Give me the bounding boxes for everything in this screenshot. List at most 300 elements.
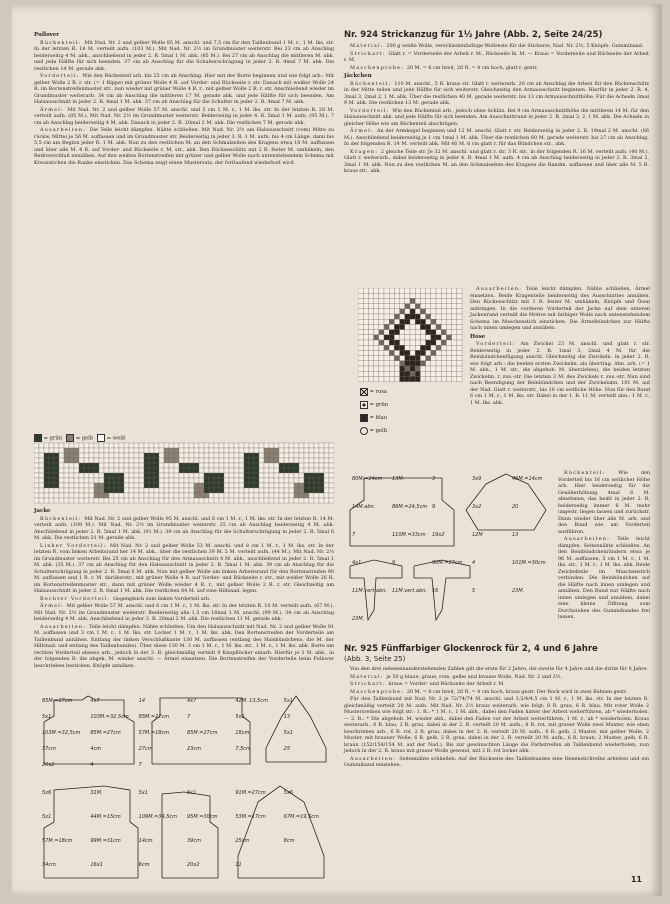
motif-cell [441, 330, 446, 335]
hose-rueckenteil [558, 470, 650, 535]
chart-cell [239, 493, 244, 498]
motif-cell [389, 288, 394, 293]
motif-cell [405, 376, 410, 381]
diagram-label: 67M.=19,5cm [283, 814, 319, 820]
motif-cell [400, 340, 405, 345]
chart-cell [64, 468, 69, 473]
hose-rueckenteil-lead: Rückenteil: [564, 470, 606, 476]
chart-cell [149, 463, 154, 468]
chart-cell [204, 468, 209, 473]
chart-cell [224, 468, 229, 473]
motif-cell [405, 314, 410, 319]
chart-cell [319, 448, 324, 453]
title-nr924: Nr. 924 Strickanzug für 1½ Jahre (Abb. 2, Seite 24/25) [344, 30, 603, 40]
chart-cell [144, 443, 149, 448]
chart-cell [109, 453, 114, 458]
motif-cell [457, 335, 462, 340]
nr925-para-text: kraus = Vorder- und Rückseite der Arbeit r. M. [388, 681, 505, 687]
motif-cell [441, 304, 446, 309]
chart-cell [34, 493, 39, 498]
pullover-para-text: Wie den Rückenteil arb. bis 25 cm ab Anschlag. Hier mit der Borte beginnen und wie folgt arb.: Mit gelber Wolle 2 R. r. str. (= 1 Rippe) mit grüner Wolle 4 R. auf Vorder- und Rückseite r. str. Danach mit weißer Wolle 24 R. im Bortenstreifenmuster str., nun wieder mit grüner Wolle 4 R. r., mit gelber Wolle 2 R. r. str. Anschließend wieder im Grundmuster weiterarb. 34 cm ab Anschlag die mittleren 17 M. gerade abk. und jede Hälfte für sich beenden. Am Halsausschnitt in jeder 2. R. 4mal 1 M. abk. 37 cm ab Anschlag für die Schulter in jeder 2. R. 4mal 7 M. abk. [34, 73, 334, 105]
chart-cell [74, 448, 79, 453]
chart-cell [159, 443, 164, 448]
chart-cell [44, 488, 49, 493]
chart-cell [39, 478, 44, 483]
chart-cell [154, 458, 159, 463]
motif-cell [431, 319, 436, 324]
motif-cell [446, 356, 451, 361]
chart-cell [279, 463, 284, 468]
motif-cell [379, 309, 384, 314]
motif-cell [379, 298, 384, 303]
motif-cell [431, 361, 436, 366]
chart-cell [289, 468, 294, 473]
motif-cell [426, 309, 431, 314]
motif-cell [389, 366, 394, 371]
chart-cell [169, 458, 174, 463]
nr925-para-text: Für den Taillenbund mit Nad. Nr. 2 je 72/74/74 M. anschl. und 3,5/4/4,5 cm 1 M. r., 1 M. lks. str. In der letzten R. gleichmäßig verteilt 20 M. aufn. Mit Nad. Nr. 2½ kraus weiterarb. wie folgt: 8 R. grau, 6 R. blau. Mit roter Wolle 2 Mustersreihen wie folgt str.: 1. R.: * 1 M. r., 1 M. abh., dabei den Faden hinter der Arbeit weiterführen, ab * wiederholen. — 2. R.: * Die abgehob. M. wieder abh., dabei den Faden vor der Arbeit weiterführen, 1 M. r., ab * wiederholen. Kraus weiterarb., 6 R. blau, 2 R. grau, dabei in der 2. R. verteilt 20 M. aufn.; 8 R. rot, mit grauer Wolle zwei Muster, wie oben beschrieben arb., 6 R. rot, 2 R. grau, dabei in der 2. R. verteilt 20 M. aufn., 6 R. gelb, 2 Muster, mit gelber Wolle, 2 Muster, mit brauner Wolle, 6 R. gelb, 2 R. grau, dabei in der 2. R. verteilt 20 M. aufn., 6 R. braun, 2 Muster, gelb, 6 R. braun (152/154/154 M. auf der Nad.). Bis zur gewünschten Länge die Farbstreifen ab Taillenbund wiederholen, nun jedoch in der 2. R. kraus mit grauer Wolle gewend, mit 2 R. rot locker abk. [344, 696, 649, 754]
chart-cell [284, 478, 289, 483]
subtitle-nr925: (Abb. 3, Seite 25) [344, 655, 406, 663]
chart-cell [174, 468, 179, 473]
chart-cell [169, 443, 174, 448]
chart-cell [254, 483, 259, 488]
motif-cell [389, 350, 394, 355]
chart-cell [304, 463, 309, 468]
pullover-heading: Pullover [34, 32, 60, 38]
motif-cell [457, 298, 462, 303]
chart-cell [184, 458, 189, 463]
chart-cell [194, 443, 199, 448]
chart-cell [264, 448, 269, 453]
chart-cell [224, 473, 229, 478]
chart-cell [239, 468, 244, 473]
chart-cell [214, 488, 219, 493]
chart-cell [284, 443, 289, 448]
motif-cell [394, 356, 399, 361]
pullover-instructions [34, 40, 334, 167]
chart-cell [319, 498, 324, 503]
nr925-para [344, 681, 649, 688]
chart-cell [164, 498, 169, 503]
chart-cell [204, 493, 209, 498]
motif-cell [452, 324, 457, 329]
chart-cell [294, 453, 299, 458]
chart-cell [319, 488, 324, 493]
motif-cell [358, 330, 363, 335]
diagram-label: 85M.=27cm [138, 714, 170, 720]
chart-cell [34, 453, 39, 458]
chart-cell [199, 493, 204, 498]
chart-cell [189, 453, 194, 458]
chart-cell [69, 483, 74, 488]
chart-cell [254, 443, 259, 448]
chart-cell [309, 493, 314, 498]
chart-cell [89, 478, 94, 483]
chart-cell [179, 448, 184, 453]
chart-cell [189, 448, 194, 453]
chart-cell [99, 478, 104, 483]
chart-cell [214, 448, 219, 453]
motif-cell [358, 304, 363, 309]
chart-cell [234, 488, 239, 493]
motif-cell [452, 371, 457, 376]
motif-cell [441, 309, 446, 314]
chart-cell [124, 458, 129, 463]
pullover-para-lead: Ausarbeiten: [40, 127, 90, 133]
diagram-label: 11M.vert.abn. [352, 588, 387, 594]
chart-cell [144, 493, 149, 498]
diagram-label: 13 [283, 714, 291, 720]
chart-cell [239, 478, 244, 483]
chart-cell [109, 498, 114, 503]
motif-cell [384, 335, 389, 340]
chart-cell [129, 468, 134, 473]
motif-cell [441, 356, 446, 361]
chart-cell [159, 458, 164, 463]
chart-cell [134, 458, 139, 463]
hose-lead: Vorderteil: [476, 341, 516, 347]
chart-cell [259, 488, 264, 493]
motif-cell [368, 319, 373, 324]
chart-cell [54, 478, 59, 483]
jacke-heading: Jacke [34, 508, 51, 514]
chart-cell [179, 468, 184, 473]
motif-cell [415, 376, 420, 381]
chart-cell [59, 463, 64, 468]
chart-cell [219, 458, 224, 463]
chart-cell [239, 498, 244, 503]
chart-cell [144, 453, 149, 458]
chart-cell [249, 458, 254, 463]
chart-cell [329, 453, 334, 458]
chart-cell [329, 458, 334, 463]
chart-cell [204, 453, 209, 458]
motif-cell [374, 376, 379, 381]
chart-cell [284, 473, 289, 478]
chart-cell [74, 498, 79, 503]
chart-cell [319, 463, 324, 468]
chart-cell [224, 498, 229, 503]
motif-cell [405, 309, 410, 314]
diagram-label: 5x6 [283, 790, 293, 796]
chart-cell [284, 488, 289, 493]
chart-cell [324, 478, 329, 483]
chart-cell [129, 473, 134, 478]
chart-cell [304, 458, 309, 463]
chart-cell [124, 468, 129, 473]
chart-cell [269, 498, 274, 503]
chart-cell [324, 493, 329, 498]
nr925-para-text: Von den drei nebeneinanderstehenden Zahlen gilt die erste für 2 Jahre, die zweite für 4 Jahre und die dritte für 6 Jahre. [350, 666, 649, 672]
diagram-label: 23cm [187, 746, 201, 752]
diagram-label: 7,5cm [235, 746, 251, 752]
chart-cell [309, 488, 314, 493]
chart-cell [49, 443, 54, 448]
chart-cell [264, 483, 269, 488]
chart-cell [139, 463, 144, 468]
chart-cell [114, 463, 119, 468]
chart-cell [219, 473, 224, 478]
motif-cell [358, 371, 363, 376]
chart-cell [139, 488, 144, 493]
motif-cell [363, 330, 368, 335]
chart-cell [179, 443, 184, 448]
chart-cell [119, 478, 124, 483]
chart-cell [194, 483, 199, 488]
motif-cell [379, 371, 384, 376]
chart-cell [39, 493, 44, 498]
chart-cell [234, 453, 239, 458]
hose-heading: Hose [470, 333, 486, 340]
chart-cell [64, 498, 69, 503]
motif-cell [405, 371, 410, 376]
chart-cell [304, 473, 309, 478]
chart-cell [134, 453, 139, 458]
jaeckchen-para-text: 2 gleiche Teile str. Je 32 M. anschl. und glatt r. str. 3 R. str., in der folgenden R. 16 M. verteilt aufn. (40 M.). Glatt r. weiterarb., dabei beiderseitig in jeder 4. R. 4mal 1 M. aufn. 4 cm ab Anschlag beiderseitig in jeder 2. R. 3mal 2, 3mal 1 M. abk. Nun zu den restlichen M. an den Schmalseiten des Kragens die Randm. auffassen und über alle M. 5 R. kraus str., abk. [344, 148, 649, 174]
chart-cell [64, 453, 69, 458]
motif-cell [420, 288, 425, 293]
chart-cell [199, 443, 204, 448]
chart-cell [44, 473, 49, 478]
chart-cell [199, 488, 204, 493]
chart-cell [294, 483, 299, 488]
chart-cell [139, 493, 144, 498]
chart-cell [194, 453, 199, 458]
nr924-para-lead: Strickart: [350, 50, 389, 57]
chart-cell [179, 453, 184, 458]
chart-cell [254, 478, 259, 483]
diagram-label: 37cm [42, 746, 56, 752]
jacke-para [34, 516, 334, 542]
chart-cell [39, 473, 44, 478]
motif-cell [384, 293, 389, 298]
chart-cell [44, 453, 49, 458]
chart-cell [209, 453, 214, 458]
chart-cell [289, 458, 294, 463]
chart-cell [304, 498, 309, 503]
chart-cell [269, 448, 274, 453]
diagram-label: 6cm [138, 862, 150, 868]
chart-cell [59, 443, 64, 448]
chart-cell [134, 463, 139, 468]
chart-cell [204, 483, 209, 488]
chart-cell [234, 493, 239, 498]
motif-cell [389, 335, 394, 340]
chart-cell [329, 498, 334, 503]
chart-cell [314, 488, 319, 493]
motif-cell [415, 319, 420, 324]
motif-cell [394, 340, 399, 345]
motif-cell [415, 309, 420, 314]
chart-cell [44, 463, 49, 468]
chart-cell [244, 498, 249, 503]
chart-cell [174, 488, 179, 493]
chart-cell [44, 493, 49, 498]
legend-item [97, 434, 125, 442]
motif-cell [358, 361, 363, 366]
chart-cell [84, 443, 89, 448]
chart-cell [284, 468, 289, 473]
motif-cell [420, 350, 425, 355]
chart-cell [289, 478, 294, 483]
chart-cell [244, 493, 249, 498]
motif-cell [415, 288, 420, 293]
diagram-label: 18cm [235, 730, 250, 736]
jaeckchen-para [344, 128, 649, 148]
chart-cell [54, 443, 59, 448]
chart-cell [54, 448, 59, 453]
chart-cell [304, 483, 309, 488]
jacke-sleeve-outline [238, 786, 324, 878]
chart-cell [299, 448, 304, 453]
nr925-para-lead: Ausarbeiten: [350, 755, 400, 762]
chart-cell [329, 483, 334, 488]
chart-cell [119, 443, 124, 448]
diagram-label: 57M.=18cm [42, 838, 73, 844]
pullover-stitch-chart [34, 441, 334, 505]
chart-cell [214, 478, 219, 483]
motif-cell [446, 371, 451, 376]
chart-cell [194, 463, 199, 468]
motif-cell [436, 361, 441, 366]
chart-cell [299, 468, 304, 473]
chart-cell [329, 448, 334, 453]
chart-cell [64, 458, 69, 463]
jacke-para-text: Mit Nad. Nr. 2 und gelber Wolle 95 M. anschl. und 8 cm 1 M. r., 1 M. lks. str. In der letzten R. 14 M. verteilt aufn. (109 M.). Mit Nad. Nr. 2½ im Grundmuster weiterstr. 25 cm ab Anschlag beiderseitig 4 M. abk. Anschließend in jeder 2. R. 5mal 1 M. abk. (91 M.). 39 cm ab Anschlag für die Schulterschrägung in jeder 2. R. 5mal 6 M. abk. Die restlichen 31 M. gerade abk. [34, 515, 335, 541]
motif-cell [410, 335, 415, 340]
chart-cell [34, 478, 39, 483]
chart-cell [289, 493, 294, 498]
motif-cell [379, 361, 384, 366]
diagram-label: 7 [187, 714, 191, 720]
motif-cell [420, 361, 425, 366]
chart-cell [164, 473, 169, 478]
chart-cell [329, 443, 334, 448]
jaeckchen-para-lead: Vorderteil: [350, 107, 393, 114]
motif-cell [389, 319, 394, 324]
chart-cell [239, 473, 244, 478]
chart-cell [44, 448, 49, 453]
chart-cell [224, 493, 229, 498]
chart-cell [304, 443, 309, 448]
chart-cell [319, 453, 324, 458]
motif-cell [389, 304, 394, 309]
chart-cell [299, 463, 304, 468]
motif-cell [420, 366, 425, 371]
nr925-instructions [344, 666, 649, 769]
chart-cell [89, 443, 94, 448]
motif-cell [384, 304, 389, 309]
jacke-para-lead: Ärmel: [40, 603, 67, 609]
chart-cell [229, 478, 234, 483]
motif-cell [431, 366, 436, 371]
motif-cell [436, 356, 441, 361]
chart-cell [299, 493, 304, 498]
chart-cell [94, 443, 99, 448]
motif-cell [436, 340, 441, 345]
diagram-label: 14M.abn. [352, 504, 376, 510]
chart-cell [319, 483, 324, 488]
chart-cell [164, 468, 169, 473]
chart-cell [169, 448, 174, 453]
chart-cell [319, 478, 324, 483]
chart-cell [229, 458, 234, 463]
chart-cell [54, 473, 59, 478]
stitch-symbol [360, 427, 368, 435]
motif-cell [446, 288, 451, 293]
chart-cell [89, 468, 94, 473]
chart-cell [144, 483, 149, 488]
chart-cell [274, 488, 279, 493]
stitch-symbol [360, 414, 368, 422]
hose-rueckenteil-text: Wie den Vorderteil bis 16 cm seitlicher Höhe arb. Hier beiderseitig für die Gesäßerhöhung 4mal 6 M. abnehmen, das heißt in jeder 2. R. beiderseitig immer 6 M. mehr ungestr. liegen lassen und zurückstr. Dann wieder über alle M. arb. und den Bund wie am Vorderteil ausführen. [558, 470, 650, 535]
chart-cell [229, 488, 234, 493]
chart-cell [49, 473, 54, 478]
chart-cell [249, 483, 254, 488]
motif-cell [446, 298, 451, 303]
page-number: 11 [630, 875, 642, 884]
chart-cell [239, 448, 244, 453]
left-column [34, 30, 334, 167]
motif-cell [405, 366, 410, 371]
jacke-column [34, 506, 334, 670]
motif-cell [457, 340, 462, 345]
chart-cell [164, 483, 169, 488]
chart-cell [154, 443, 159, 448]
chart-cell [244, 473, 249, 478]
chart-cell [74, 463, 79, 468]
motif-cell [379, 356, 384, 361]
motif-cell [363, 361, 368, 366]
diagram-label: 42M. 13,5cm [235, 698, 268, 704]
motif-cell [436, 293, 441, 298]
motif-cell [457, 293, 462, 298]
motif-cell [415, 340, 420, 345]
pullover-para [34, 107, 334, 127]
motif-legend [360, 386, 440, 438]
motif-cell [436, 298, 441, 303]
diagram-label: 5x1 [283, 698, 293, 704]
motif-cell [400, 335, 405, 340]
motif-cell [457, 345, 462, 350]
motif-cell [457, 376, 462, 381]
chart-cell [269, 483, 274, 488]
chart-cell [279, 478, 284, 483]
chart-cell [134, 488, 139, 493]
chart-cell [109, 483, 114, 488]
chart-cell [79, 473, 84, 478]
hose-ausarbeiten-text: Teile leicht dämpfen. Seitennähte schließen. An den Beinbündchenrändern etwa je 96 M. auffassen, 5 cm 1 M. r., 1 M. lks. str., 1 M. r., 1 M. lks. abk. Beide Zwickelteile im Maschenstich verbinden. Die Beinbündchen auf die Hälfte nach innen umlegen und annähen. Den Bund nur Hälfte nach innen umlegen und annähen, dabei eine kleine Öffnung zum Durchziehen des Gummibandes frei lassen. [558, 536, 650, 620]
chart-cell [249, 478, 254, 483]
chart-cell [284, 463, 289, 468]
motif-cell [384, 309, 389, 314]
motif-cell [358, 288, 363, 293]
motif-cell [415, 330, 420, 335]
motif-cell [384, 330, 389, 335]
chart-cell [154, 483, 159, 488]
chart-cell [89, 448, 94, 453]
chart-cell [144, 468, 149, 473]
right-column [344, 30, 649, 176]
chart-cell [244, 468, 249, 473]
chart-cell [164, 458, 169, 463]
chart-cell [179, 498, 184, 503]
chart-cell [74, 473, 79, 478]
chart-cell [189, 443, 194, 448]
chart-cell [204, 488, 209, 493]
nr924-para [344, 51, 649, 64]
